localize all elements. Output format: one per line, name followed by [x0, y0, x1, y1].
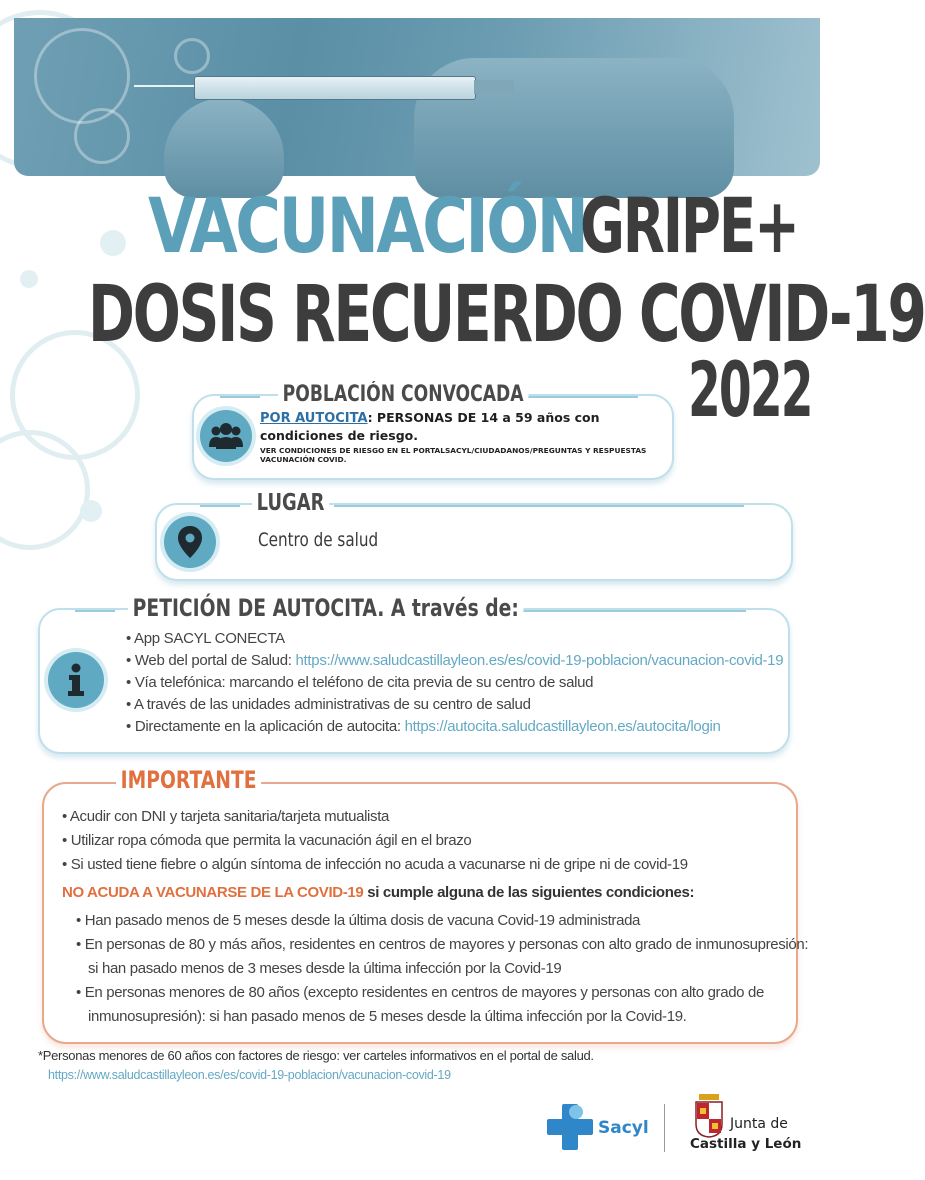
- lugar-heading: LUGAR: [252, 492, 329, 515]
- lugar-text: Centro de salud: [258, 529, 379, 551]
- poblacion-content: [260, 410, 660, 465]
- poblacion-description: : PERSONAS DE 14 a 59 años con condiciones de riesgo.: [260, 410, 600, 443]
- peticion-item: • Vía telefónica: marcando el teléfono de cita previa de su centro de salud: [126, 674, 594, 691]
- importante-item: • Si usted tiene fiebre o algún síntoma de infección no acuda a vacunarse ni de gripe ni de covid-19: [62, 856, 688, 873]
- junta-label-line1: Junta de: [730, 1116, 788, 1132]
- poblacion-main-text: [260, 410, 660, 444]
- importante-item: • Utilizar ropa cómoda que permita la vacunación ágil en el brazo: [62, 832, 472, 849]
- importante-item: • Acudir con DNI y tarjeta sanitaria/tarjeta mutualista: [62, 808, 390, 825]
- peticion-item: • Web del portal de Salud: https://www.saludcastillayleon.es/es/covid-19-poblacion/vacunacion-covid-19: [126, 652, 784, 669]
- logo-divider: [664, 1104, 665, 1152]
- footer-note: *Personas menores de 60 años con factores de riesgo: ver carteles informativos en el portal de salud.: [38, 1048, 594, 1063]
- group-icon-circle: [200, 410, 252, 462]
- peticion-heading: PETICIÓN DE AUTOCITA. A través de:: [128, 596, 523, 620]
- coat-of-arms-icon: [694, 1094, 724, 1138]
- info-icon: [66, 663, 86, 697]
- info-icon-circle: [48, 652, 104, 708]
- condition-item: inmunosupresión): si han pasado menos de 5 meses desde la última infección por la Covid-19.: [88, 1008, 687, 1025]
- junta-label-line2: Castilla y León: [690, 1136, 802, 1152]
- por-autocita-link[interactable]: POR AUTOCITA: [260, 411, 368, 426]
- needle: [134, 85, 196, 87]
- peticion-item: • App SACYL CONECTA: [126, 630, 285, 647]
- peticion-item: • A través de las unidades administrativas de su centro de salud: [126, 696, 531, 713]
- title-dosis-recuerdo: DOSIS RECUERDO COVID-19: [88, 270, 925, 360]
- virus-decoration: [100, 230, 126, 256]
- sacyl-label: Sacyl: [598, 1118, 649, 1138]
- importante-heading: IMPORTANTE: [116, 768, 261, 792]
- hero-banner-image: [14, 18, 820, 176]
- syringe-plunger: [474, 80, 514, 94]
- junta-logo: [690, 1094, 804, 1156]
- condition-item: si han pasado menos de 3 meses desde la última infección por la Covid-19: [88, 960, 562, 977]
- sacyl-cross-icon: [546, 1102, 594, 1152]
- lugar-box: [155, 503, 793, 581]
- importante-warning: [62, 884, 694, 901]
- portal-salud-link[interactable]: https://www.saludcastillayleon.es/es/covid-19-poblacion/vacunacion-covid-19: [295, 652, 784, 669]
- autocita-link[interactable]: https://autocita.saludcastillayleon.es/autocita/login: [404, 718, 721, 735]
- footer-link[interactable]: https://www.saludcastillayleon.es/es/covid-19-poblacion/vacunacion-covid-19: [48, 1068, 451, 1082]
- title-vacunacion: VACUNACIÓN: [148, 181, 587, 270]
- syringe: [194, 76, 476, 100]
- sacyl-logo: [546, 1102, 649, 1152]
- poblacion-note: VER CONDICIONES DE RIESGO EN EL PORTALSACYL/CIUDADANOS/PREGUNTAS Y RESPUESTAS VACUNACIÓN COVID.: [260, 446, 647, 465]
- condition-item: • Han pasado menos de 5 meses desde la última dosis de vacuna Covid-19 administrada: [76, 912, 641, 929]
- title-gripe: GRIPE+: [580, 181, 798, 270]
- group-icon: [207, 421, 245, 451]
- warning-highlight: NO ACUDA A VACUNARSE DE LA COVID-19: [62, 884, 364, 901]
- map-pin-icon: [177, 525, 203, 559]
- virus-decoration: [80, 500, 102, 522]
- condition-item: • En personas menores de 80 años (excepto residentes en centros de mayores y personas con alto grado de: [76, 984, 764, 1001]
- title-year: 2022: [688, 345, 812, 434]
- peticion-item: • Directamente en la aplicación de autocita: https://autocita.saludcastillayleon.es/autocita/login: [126, 718, 721, 735]
- poblacion-heading: POBLACIÓN CONVOCADA: [278, 384, 528, 406]
- warning-rest: si cumple alguna de las siguientes condiciones:: [363, 884, 695, 901]
- virus-decoration: [20, 270, 38, 288]
- map-pin-icon-circle: [164, 516, 216, 568]
- condition-item: • En personas de 80 y más años, residentes en centros de mayores y personas con alto grado de inmunosupresión:: [76, 936, 809, 953]
